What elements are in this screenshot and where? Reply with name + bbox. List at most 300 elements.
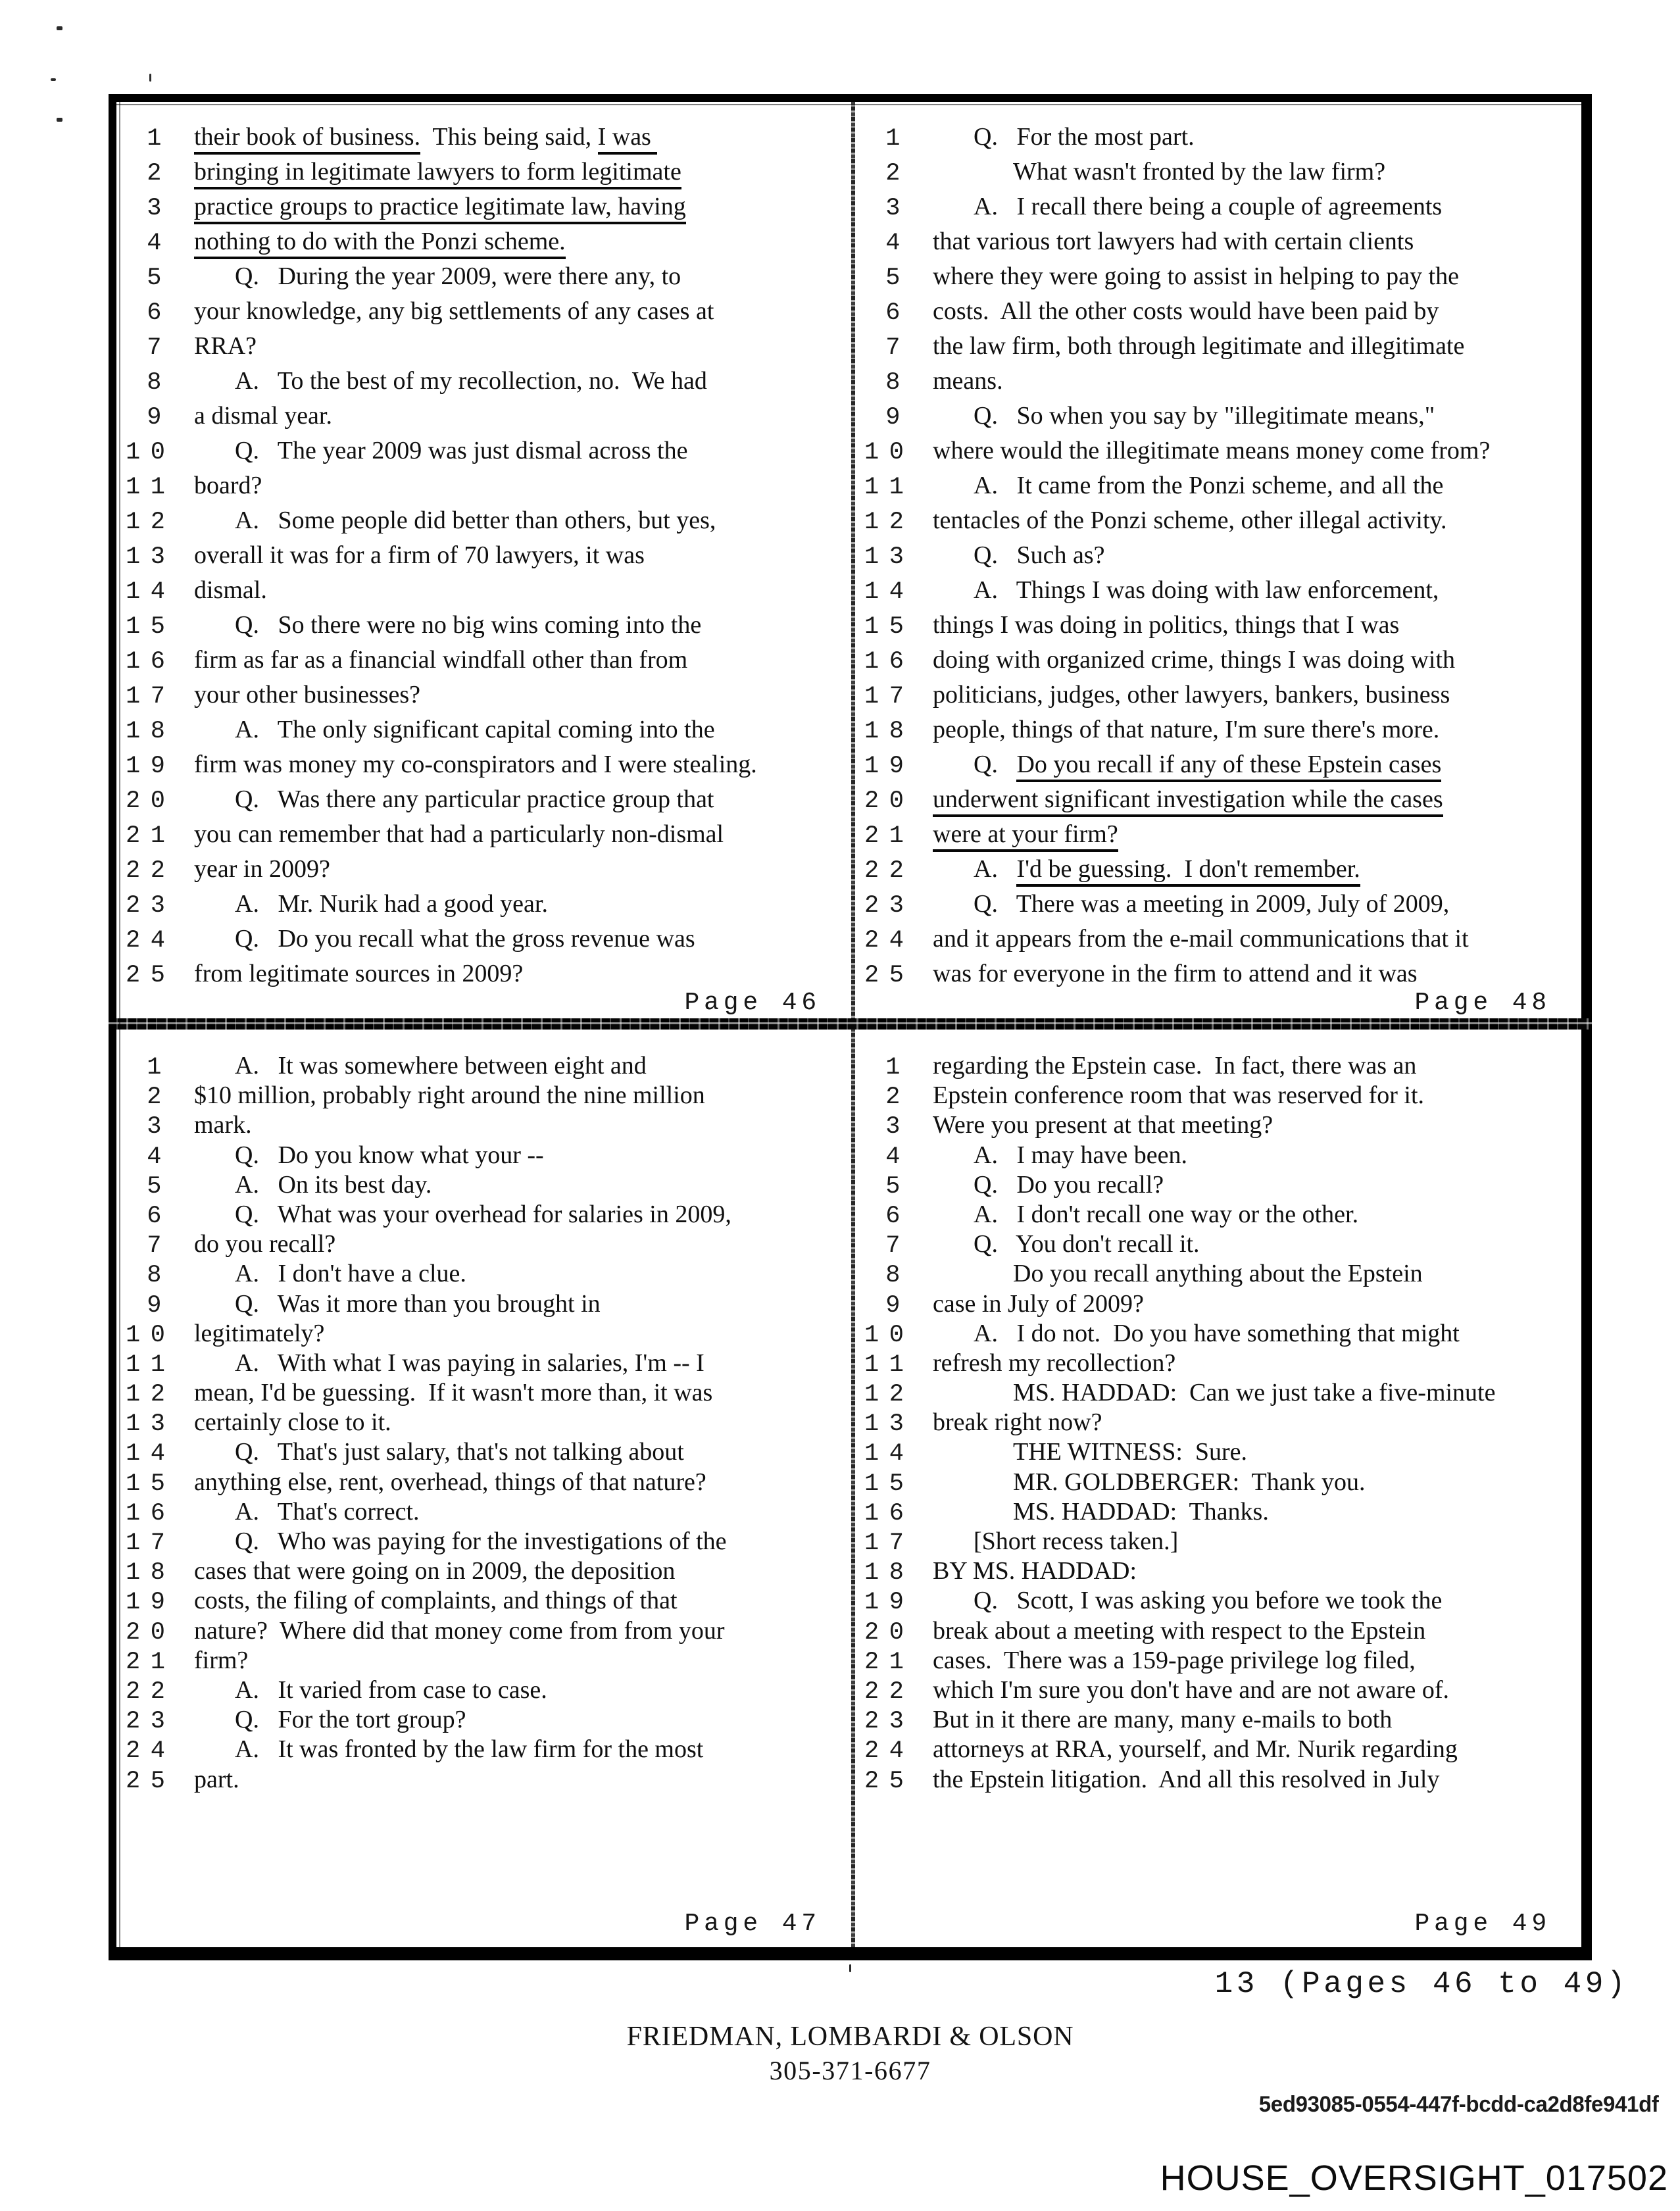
transcript-line — [116, 1349, 851, 1378]
line-number: 14 — [126, 578, 176, 606]
line-text: A. I'd be guessing. I don't remember. — [933, 855, 1360, 883]
transcript-line — [116, 1319, 851, 1349]
line-number: 10 — [864, 439, 914, 466]
transcript-line — [855, 680, 1581, 715]
transcript-line — [855, 1408, 1581, 1437]
line-number: 22 — [864, 1677, 914, 1706]
transcript-line — [116, 1705, 851, 1735]
line-text: What wasn't fronted by the law firm? — [1013, 158, 1386, 186]
transcript-line — [116, 436, 851, 471]
transcript-line — [855, 1705, 1581, 1735]
line-number: 4 — [147, 230, 172, 257]
line-text: Q. Do you know what your -- — [235, 1141, 544, 1169]
line-number: 2 — [885, 1083, 910, 1112]
line-text: nature? Where did that money come from from your — [194, 1616, 725, 1645]
scan-speck — [57, 26, 62, 30]
line-number: 11 — [126, 1351, 176, 1379]
line-text: A. It came from the Ponzi scheme, and all the — [974, 472, 1444, 499]
transcript-line — [116, 1378, 851, 1408]
line-number: 11 — [126, 474, 176, 501]
line-number: 1 — [147, 1054, 172, 1081]
line-number: 11 — [864, 1351, 914, 1379]
scan-speck — [51, 78, 56, 81]
page-46-label: Page 46 — [684, 989, 821, 1017]
line-number: 17 — [864, 683, 914, 710]
transcript-line — [855, 1676, 1581, 1705]
line-text: [Short recess taken.] — [974, 1528, 1179, 1555]
line-number: 10 — [126, 439, 176, 466]
line-number: 4 — [147, 1143, 172, 1171]
line-text: underwent significant investigation while the cases — [933, 785, 1443, 814]
line-number: 7 — [147, 1232, 172, 1260]
page-49-label: Page 49 — [1414, 1910, 1551, 1938]
line-number: 15 — [864, 1470, 914, 1498]
line-number: 24 — [126, 1737, 176, 1766]
transcript-line — [855, 645, 1581, 680]
line-text: were at your firm? — [933, 820, 1118, 849]
line-text: But in it there are many, many e-mails to both — [933, 1706, 1393, 1734]
line-number: 24 — [864, 1737, 914, 1766]
line-number: 22 — [126, 1677, 176, 1706]
line-text: cases that were going on in 2009, the deposition — [194, 1557, 676, 1585]
transcript-line — [855, 297, 1581, 332]
line-text: costs, the filing of complaints, and things of that — [194, 1587, 678, 1615]
line-number: 5 — [885, 1172, 910, 1201]
line-text: refresh my recollection? — [933, 1349, 1176, 1377]
line-number: 20 — [864, 787, 914, 815]
line-text: legitimately? — [194, 1319, 325, 1347]
transcript-line — [116, 471, 851, 506]
transcript-line — [116, 750, 851, 785]
line-text: break about a meeting with respect to the Epstein — [933, 1616, 1426, 1645]
court-reporter-firm: FRIEDMAN, LOMBARDI & OLSON — [626, 2022, 1074, 2052]
line-text: your other businesses? — [194, 681, 421, 708]
line-number: 25 — [864, 962, 914, 989]
line-text: regarding the Epstein case. In fact, there was an — [933, 1052, 1417, 1080]
transcript-line — [116, 1676, 851, 1705]
transcript-line — [855, 1051, 1581, 1081]
scan-speck — [57, 118, 62, 122]
line-number: 5 — [147, 1172, 172, 1201]
line-text: Q. Do you recall if any of these Epstein cases — [933, 750, 1441, 779]
line-text: part. — [194, 1765, 239, 1793]
transcript-line — [855, 227, 1581, 262]
line-number: 15 — [126, 1470, 176, 1498]
page-47-quadrant — [116, 1030, 851, 1947]
line-text: A. It was fronted by the law firm for the most — [235, 1735, 704, 1764]
transcript-line — [855, 1556, 1581, 1586]
transcript-line — [116, 1408, 851, 1437]
line-number: 16 — [864, 1499, 914, 1528]
line-text: the law firm, both through legitimate and illegitimate — [933, 332, 1465, 360]
bates-number: HOUSE_OVERSIGHT_017502 — [1160, 2158, 1668, 2198]
line-number: 12 — [864, 1381, 914, 1409]
transcript-line — [116, 506, 851, 541]
line-text: Do you recall anything about the Epstein — [1013, 1260, 1423, 1288]
line-text: where they were going to assist in helping to pay the — [933, 262, 1459, 290]
transcript-line — [116, 1141, 851, 1170]
page-46-lines — [116, 102, 851, 994]
line-number: 25 — [126, 962, 176, 989]
line-text: $10 million, probably right around the nine million — [194, 1081, 705, 1110]
line-text: RRA? — [194, 332, 257, 360]
transcript-line — [116, 227, 851, 262]
line-text: MR. GOLDBERGER: Thank you. — [1013, 1468, 1366, 1496]
transcript-grid-box — [109, 94, 1592, 1960]
transcript-line — [855, 889, 1581, 924]
line-number: 14 — [864, 578, 914, 606]
line-text: A. I don't have a clue. — [235, 1260, 466, 1288]
page-46-quadrant — [116, 102, 851, 1018]
transcript-line — [855, 1765, 1581, 1795]
line-text: Q. Do you recall what the gross revenue was — [235, 925, 695, 953]
line-number: 9 — [885, 404, 910, 432]
line-number: 1 — [885, 1054, 910, 1081]
line-text: where would the illegitimate means money come from? — [933, 437, 1491, 464]
line-text: your knowledge, any big settlements of any cases at — [194, 297, 714, 325]
transcript-line — [855, 1437, 1581, 1467]
line-text: A. Some people did better than others, but yes, — [235, 507, 716, 534]
page-49-quadrant — [855, 1030, 1581, 1947]
line-number: 24 — [126, 927, 176, 955]
line-text: a dismal year. — [194, 402, 332, 430]
line-text: BY MS. HADDAD: — [933, 1557, 1137, 1585]
transcript-line — [116, 1110, 851, 1140]
page-48-label: Page 48 — [1414, 989, 1551, 1017]
transcript-line — [116, 122, 851, 157]
line-number: 5 — [147, 264, 172, 292]
line-number: 3 — [147, 1113, 172, 1141]
line-number: 23 — [864, 1708, 914, 1736]
line-number: 18 — [864, 1559, 914, 1587]
line-number: 3 — [885, 195, 910, 222]
line-text: tentacles of the Ponzi scheme, other illegal activity. — [933, 507, 1447, 534]
transcript-line — [855, 820, 1581, 855]
transcript-line — [855, 332, 1581, 366]
transcript-line — [855, 1527, 1581, 1556]
transcript-line — [855, 1110, 1581, 1140]
transcript-line — [116, 820, 851, 855]
transcript-line — [116, 1170, 851, 1200]
line-number: 2 — [147, 160, 172, 187]
line-text: MS. HADDAD: Thanks. — [1013, 1497, 1269, 1526]
transcript-line — [855, 1497, 1581, 1527]
line-number: 21 — [126, 1648, 176, 1676]
transcript-line — [855, 855, 1581, 889]
transcript-line — [855, 576, 1581, 610]
line-number: 18 — [126, 718, 176, 745]
line-number: 22 — [864, 857, 914, 885]
line-number: 12 — [126, 1381, 176, 1409]
line-text: Q. That's just salary, that's not talking about — [235, 1438, 684, 1466]
line-text: A. The only significant capital coming into the — [235, 716, 715, 743]
line-text: people, things of that nature, I'm sure there's more. — [933, 716, 1440, 743]
line-number: 7 — [885, 1232, 910, 1260]
line-text: practice groups to practice legitimate law, having — [194, 192, 686, 221]
line-number: 23 — [126, 892, 176, 920]
line-text: year in 2009? — [194, 855, 330, 883]
line-number: 10 — [864, 1321, 914, 1349]
transcript-line — [855, 1586, 1581, 1616]
line-text: Q. So when you say by "illegitimate means," — [974, 402, 1435, 430]
line-number: 3 — [885, 1113, 910, 1141]
line-number: 5 — [885, 264, 910, 292]
line-number: 6 — [147, 1202, 172, 1230]
transcript-line — [116, 855, 851, 889]
line-text: A. With what I was paying in salaries, I'm -- I — [235, 1349, 704, 1377]
transcript-line — [855, 715, 1581, 750]
line-text: politicians, judges, other lawyers, bankers, business — [933, 681, 1450, 708]
transcript-line — [116, 157, 851, 192]
transcript-line — [855, 506, 1581, 541]
transcript-line — [855, 122, 1581, 157]
line-text: Q. You don't recall it. — [974, 1230, 1200, 1258]
line-text: A. That's correct. — [235, 1497, 420, 1526]
transcript-line — [116, 715, 851, 750]
document-id: 5ed93085-0554-447f-bcdd-ca2d8fe941df — [1259, 2092, 1659, 2117]
line-number: 17 — [864, 1529, 914, 1557]
transcript-line — [855, 1289, 1581, 1319]
line-text: dismal. — [194, 576, 267, 604]
transcript-line — [116, 1437, 851, 1467]
line-number: 15 — [126, 613, 176, 641]
line-number: 25 — [126, 1767, 176, 1795]
line-text: mark. — [194, 1111, 252, 1139]
line-text: Q. So there were no big wins coming into the — [235, 611, 702, 639]
page-48-lines — [855, 102, 1581, 994]
line-number: 21 — [864, 1648, 914, 1676]
transcript-line — [116, 1200, 851, 1230]
line-number: 8 — [147, 369, 172, 397]
transcript-line — [116, 1468, 851, 1497]
line-number: 13 — [864, 1410, 914, 1439]
page-47-label: Page 47 — [684, 1910, 821, 1938]
line-number: 12 — [126, 509, 176, 536]
transcript-line — [116, 192, 851, 227]
transcript-line — [116, 1556, 851, 1586]
transcript-line — [116, 1586, 851, 1616]
line-number: 10 — [126, 1321, 176, 1349]
line-number: 19 — [126, 753, 176, 780]
line-text: Epstein conference room that was reserved for it. — [933, 1081, 1425, 1110]
line-text: Q. Scott, I was asking you before we took the — [974, 1587, 1443, 1615]
line-number: 14 — [126, 1440, 176, 1468]
transcript-line — [116, 1616, 851, 1646]
line-text: mean, I'd be guessing. If it wasn't more than, it was — [194, 1379, 713, 1407]
line-text: anything else, rent, overhead, things of that nature? — [194, 1468, 706, 1496]
line-text: A. It varied from case to case. — [235, 1676, 547, 1704]
line-number: 21 — [126, 822, 176, 850]
transcript-line — [855, 471, 1581, 506]
line-number: 23 — [864, 892, 914, 920]
line-text: Q. For the tort group? — [235, 1706, 466, 1734]
transcript-line — [116, 645, 851, 680]
line-number: 8 — [885, 1262, 910, 1290]
line-number: 13 — [126, 543, 176, 571]
transcript-line — [116, 297, 851, 332]
line-number: 6 — [885, 1202, 910, 1230]
line-text: from legitimate sources in 2009? — [194, 960, 524, 987]
transcript-line — [855, 401, 1581, 436]
line-number: 25 — [864, 1767, 914, 1795]
line-number: 16 — [126, 648, 176, 676]
transcript-line — [116, 1765, 851, 1795]
line-text: firm? — [194, 1646, 249, 1674]
line-text: Q. Such as? — [974, 541, 1105, 569]
line-number: 3 — [147, 195, 172, 222]
line-text: Q. Was there any particular practice group that — [235, 785, 714, 813]
transcript-line — [855, 1378, 1581, 1408]
line-text: Q. The year 2009 was just dismal across the — [235, 437, 688, 464]
scan-speck — [849, 1964, 851, 1972]
transcript-line — [855, 750, 1581, 785]
transcript-line — [116, 1527, 851, 1556]
transcript-line — [116, 366, 851, 401]
line-text: Q. For the most part. — [974, 123, 1195, 151]
transcript-line — [855, 1349, 1581, 1378]
line-number: 16 — [864, 648, 914, 676]
line-text: firm as far as a financial windfall other than from — [194, 646, 688, 674]
line-number: 18 — [126, 1559, 176, 1587]
line-number: 15 — [864, 613, 914, 641]
transcript-line — [855, 1735, 1581, 1764]
line-text: which I'm sure you don't have and are not aware of. — [933, 1676, 1450, 1704]
transcript-line — [855, 1319, 1581, 1349]
line-text: A. I do not. Do you have something that might — [974, 1319, 1460, 1347]
transcript-line — [116, 1289, 851, 1319]
line-text: board? — [194, 472, 262, 499]
line-text: MS. HADDAD: Can we just take a five-minute — [1013, 1379, 1496, 1407]
line-number: 19 — [126, 1589, 176, 1617]
line-number: 13 — [126, 1410, 176, 1439]
transcript-line — [116, 262, 851, 297]
transcript-line — [116, 610, 851, 645]
transcript-line — [855, 1141, 1581, 1170]
line-number: 11 — [864, 474, 914, 501]
line-number: 23 — [126, 1708, 176, 1736]
transcript-line — [116, 1259, 851, 1289]
transcript-line — [116, 332, 851, 366]
line-text: things I was doing in politics, things that I was — [933, 611, 1400, 639]
line-text: Q. During the year 2009, were there any, to — [235, 262, 681, 290]
transcript-line — [855, 924, 1581, 959]
court-reporter-phone: 305-371-6677 — [769, 2056, 931, 2085]
line-text: their book of business. This being said, I was — [194, 122, 657, 151]
line-text: costs. All the other costs would have been paid by — [933, 297, 1439, 325]
transcript-line — [116, 401, 851, 436]
line-number: 4 — [885, 230, 910, 257]
transcript-line — [116, 924, 851, 959]
transcript-line — [855, 1468, 1581, 1497]
transcript-line — [855, 1616, 1581, 1646]
transcript-line — [116, 889, 851, 924]
line-number: 6 — [147, 299, 172, 327]
transcript-line — [855, 157, 1581, 192]
line-text: do you recall? — [194, 1230, 336, 1258]
transcript-line — [116, 1646, 851, 1676]
line-text: firm was money my co-conspirators and I were stealing. — [194, 751, 757, 778]
transcript-line — [855, 192, 1581, 227]
line-text: overall it was for a firm of 70 lawyers, it was — [194, 541, 645, 569]
line-number: 2 — [885, 160, 910, 187]
page-47-lines — [116, 1030, 851, 1795]
line-number: 1 — [885, 125, 910, 153]
line-number: 21 — [864, 822, 914, 850]
line-text: A. I may have been. — [974, 1141, 1187, 1169]
transcript-line — [855, 262, 1581, 297]
transcript-line — [855, 785, 1581, 820]
transcript-line — [116, 1497, 851, 1527]
line-text: break right now? — [933, 1408, 1102, 1437]
line-number: 8 — [885, 369, 910, 397]
line-number: 2 — [147, 1083, 172, 1112]
page-48-quadrant — [855, 102, 1581, 1018]
line-number: 4 — [885, 1143, 910, 1171]
line-number: 16 — [126, 1499, 176, 1528]
transcript-line — [116, 1081, 851, 1110]
line-number: 9 — [147, 1291, 172, 1320]
transcript-line — [855, 610, 1581, 645]
transcript-line — [116, 1051, 851, 1081]
row-divider — [109, 1018, 1592, 1030]
line-number: 20 — [126, 1618, 176, 1647]
line-text: bringing in legitimate lawyers to form legitimate — [194, 157, 681, 186]
line-text: A. I recall there being a couple of agreements — [974, 193, 1443, 220]
line-text: A. To the best of my recollection, no. We had — [235, 367, 707, 395]
scan-speck — [149, 74, 151, 82]
transcript-line — [116, 680, 851, 715]
line-text: you can remember that had a particularly non-dismal — [194, 820, 724, 848]
transcript-line — [855, 1200, 1581, 1230]
transcript-line — [855, 366, 1581, 401]
transcript-line — [855, 1230, 1581, 1259]
transcript-line — [855, 1170, 1581, 1200]
line-text: A. Things I was doing with law enforcement, — [974, 576, 1439, 604]
line-number: 7 — [147, 334, 172, 362]
line-text: Q. Who was paying for the investigations of the — [235, 1528, 727, 1555]
line-text: THE WITNESS: Sure. — [1013, 1438, 1248, 1466]
line-number: 9 — [885, 1291, 910, 1320]
transcript-line — [116, 1230, 851, 1259]
page-range-note: 13 (Pages 46 to 49) — [1214, 1967, 1629, 2001]
line-text: was for everyone in the firm to attend and it was — [933, 960, 1418, 987]
line-number: 18 — [864, 718, 914, 745]
line-text: and it appears from the e-mail communications that it — [933, 925, 1469, 953]
line-number: 17 — [126, 683, 176, 710]
line-number: 22 — [126, 857, 176, 885]
line-number: 8 — [147, 1262, 172, 1290]
line-number: 1 — [147, 125, 172, 153]
line-number: 6 — [885, 299, 910, 327]
line-text: A. It was somewhere between eight and — [235, 1052, 647, 1080]
page-49-lines — [855, 1030, 1581, 1795]
line-number: 17 — [126, 1529, 176, 1557]
line-text: Q. Do you recall? — [974, 1170, 1164, 1199]
line-number: 24 — [864, 927, 914, 955]
transcript-line — [116, 541, 851, 576]
line-text: doing with organized crime, things I was doing with — [933, 646, 1456, 674]
line-number: 19 — [864, 1589, 914, 1617]
transcript-line — [116, 785, 851, 820]
line-number: 20 — [126, 787, 176, 815]
transcript-line — [855, 541, 1581, 576]
line-text: that various tort lawyers had with certain clients — [933, 228, 1414, 255]
line-number: 7 — [885, 334, 910, 362]
line-text: means. — [933, 367, 1003, 395]
transcript-line — [855, 1646, 1581, 1676]
line-text: A. Mr. Nurik had a good year. — [235, 890, 548, 918]
line-text: attorneys at RRA, yourself, and Mr. Nurik regarding — [933, 1735, 1458, 1764]
